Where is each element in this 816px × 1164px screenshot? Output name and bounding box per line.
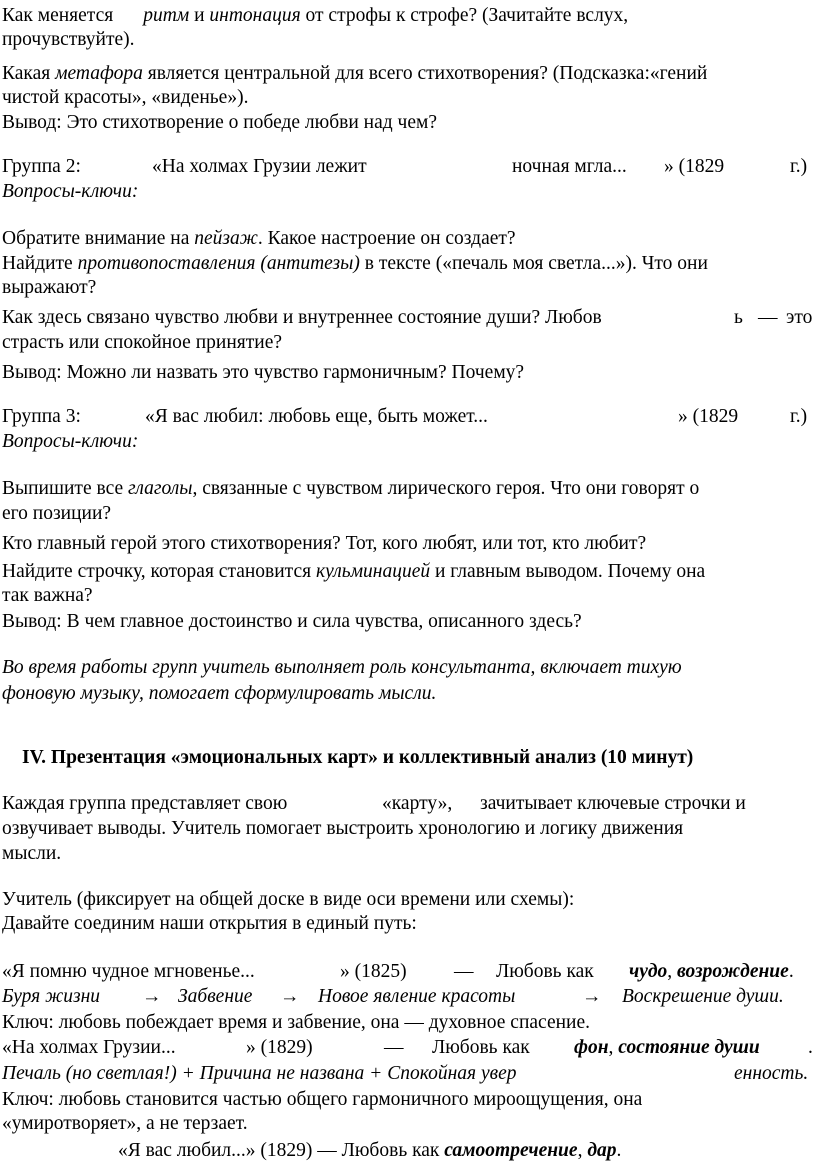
key-word: самоотречение bbox=[444, 1140, 578, 1161]
key-line: «умиротворяет», а не терзает. bbox=[2, 1113, 248, 1134]
poem-title: «На холмах Грузии... bbox=[2, 1037, 176, 1058]
text: Любовь как bbox=[496, 961, 594, 982]
path-item-3 bbox=[118, 1139, 621, 1162]
stage: Буря жизни bbox=[2, 986, 101, 1007]
text-line bbox=[2, 4, 628, 27]
text: «карту», bbox=[382, 793, 453, 814]
year-suffix: г.) bbox=[790, 156, 808, 177]
group-label: Группа 3: bbox=[2, 406, 81, 427]
text-line: чистой красоты», «виденье»). bbox=[2, 87, 249, 108]
question bbox=[2, 227, 516, 250]
section-title: Презентация «эмоциональных карт» и коллективный анализ (10 минут) bbox=[50, 747, 694, 768]
italic-term: кульминацией bbox=[315, 561, 431, 582]
poem-title: ночная мгла... bbox=[512, 156, 627, 177]
italic-term: противопоставления (антитезы) bbox=[77, 253, 360, 274]
path-sequence bbox=[2, 985, 814, 1008]
arrow-icon: → bbox=[582, 986, 602, 1007]
text: и bbox=[194, 5, 205, 26]
text: . bbox=[808, 1037, 813, 1058]
text: Обратите внимание на bbox=[2, 228, 190, 249]
path-sequence bbox=[2, 1062, 814, 1085]
conclusion: Вывод: Можно ли назвать это чувство гармоничным? Почему? bbox=[2, 362, 525, 383]
arrow-icon: → bbox=[142, 986, 162, 1007]
italic-term: интонация bbox=[209, 5, 301, 26]
question: выражают? bbox=[2, 277, 97, 298]
text: и главным выводом. Почему она bbox=[434, 561, 706, 582]
teacher-note-line: фоновую музыку, помогает сформулировать мысли. bbox=[2, 683, 437, 704]
text-line: прочувствуйте). bbox=[2, 29, 135, 50]
italic-term: глаголы bbox=[128, 478, 193, 499]
key-word: состояние души bbox=[618, 1037, 760, 1058]
text: в тексте («печаль моя светла...»). Что они bbox=[364, 253, 708, 274]
key-word: дар bbox=[587, 1140, 617, 1161]
text: Любовь как bbox=[432, 1037, 530, 1058]
text: является центральной для всего стихотворения? (Подсказка:«гений bbox=[147, 63, 708, 84]
stage: Забвение bbox=[178, 986, 253, 1007]
question: Кто главный герой этого стихотворения? Тот, кого любят, или тот, кто любит? bbox=[2, 533, 647, 554]
text: «Я вас любил...» (1829) — Любовь как bbox=[118, 1140, 440, 1161]
text: , bbox=[667, 961, 673, 982]
questions-keys-label: Вопросы-ключи: bbox=[2, 431, 139, 452]
poem-title: «На холмах Грузии лежит bbox=[152, 156, 367, 177]
arrow-icon: → bbox=[280, 986, 300, 1007]
text: Выпишите все bbox=[2, 478, 124, 499]
text: , связанные с чувством лирического героя. Что они говорят о bbox=[192, 478, 700, 499]
question: страсть или спокойное принятие? bbox=[2, 332, 282, 353]
stage: Печаль (но светлая!) + Причина не названа + Спокойная увер bbox=[2, 1063, 517, 1084]
text: Как меняется bbox=[2, 5, 114, 26]
italic-term: пейзаж bbox=[194, 228, 258, 249]
poem-year: » (1829 bbox=[664, 156, 725, 177]
stage: Воскрешение души. bbox=[622, 986, 784, 1007]
section-number: IV. bbox=[22, 747, 47, 768]
poem-title: «Я вас любил: любовь еще, быть может... bbox=[145, 406, 488, 427]
question: так важна? bbox=[2, 585, 93, 606]
text-line: мысли. bbox=[2, 843, 62, 864]
conclusion: Вывод: Это стихотворение о победе любви над чем? bbox=[2, 112, 438, 133]
conclusion: Вывод: В чем главное достоинство и сила чувства, описанного здесь? bbox=[2, 611, 582, 632]
text-line bbox=[2, 62, 707, 85]
question bbox=[2, 252, 708, 275]
text: . bbox=[788, 961, 794, 982]
key-line: Ключ: любовь побеждает время и забвение, она — духовное спасение. bbox=[2, 1012, 590, 1033]
text: , bbox=[577, 1140, 583, 1161]
poem-year: » (1829 bbox=[678, 406, 739, 427]
poem-year: » (1825) bbox=[340, 961, 407, 982]
text: Какая bbox=[2, 63, 51, 84]
italic-term: метафора bbox=[55, 63, 143, 84]
text-line: озвучивает выводы. Учитель помогает выстроить хронологию и логику движения bbox=[2, 818, 684, 839]
dash: — bbox=[384, 1037, 404, 1058]
key-line: Ключ: любовь становится частью общего гармоничного мироощущения, она bbox=[2, 1089, 643, 1110]
text-line: Давайте соединим наши открытия в единый путь: bbox=[2, 913, 417, 934]
key-word: фон bbox=[574, 1037, 609, 1058]
text: — bbox=[758, 307, 778, 328]
key-word: чудо bbox=[629, 961, 668, 982]
text: Каждая группа представляет свою bbox=[2, 793, 288, 814]
text: зачитывает ключевые строчки и bbox=[480, 793, 746, 814]
path-item-2 bbox=[2, 1036, 814, 1059]
text: Найдите bbox=[2, 253, 73, 274]
text-line bbox=[2, 792, 814, 815]
question bbox=[2, 477, 699, 500]
year-suffix: г.) bbox=[790, 406, 808, 427]
teacher-note-line: Во время работы групп учитель выполняет роль консультанта, включает тихую bbox=[2, 657, 682, 678]
text: . Какое настроение он создает? bbox=[257, 228, 516, 249]
stage: енность. bbox=[734, 1063, 809, 1084]
section-heading bbox=[22, 746, 693, 769]
text: ь bbox=[734, 307, 743, 328]
poem-year: » (1829) bbox=[246, 1037, 313, 1058]
text: Как здесь связано чувство любви и внутреннее состояние души? Любов bbox=[2, 307, 602, 328]
poem-title: «Я помню чудное мгновенье... bbox=[2, 961, 255, 982]
text: от строфы к строфе? (Зачитайте вслух, bbox=[305, 5, 629, 26]
stage: Новое явление красоты bbox=[318, 986, 516, 1007]
questions-keys-label: Вопросы-ключи: bbox=[2, 181, 139, 202]
path-item-1 bbox=[2, 960, 814, 983]
question: его позиции? bbox=[2, 503, 112, 524]
text: . bbox=[616, 1140, 622, 1161]
text: это bbox=[786, 307, 813, 328]
text: , bbox=[608, 1037, 614, 1058]
text: Найдите строчку, которая становится bbox=[2, 561, 312, 582]
group-label: Группа 2: bbox=[2, 156, 81, 177]
dash: — bbox=[454, 961, 474, 982]
key-word: возрождение bbox=[677, 961, 789, 982]
question bbox=[2, 306, 814, 329]
text-line: Учитель (фиксирует на общей доске в виде оси времени или схемы): bbox=[2, 889, 575, 910]
question bbox=[2, 560, 705, 583]
italic-term: ритм bbox=[143, 5, 190, 26]
